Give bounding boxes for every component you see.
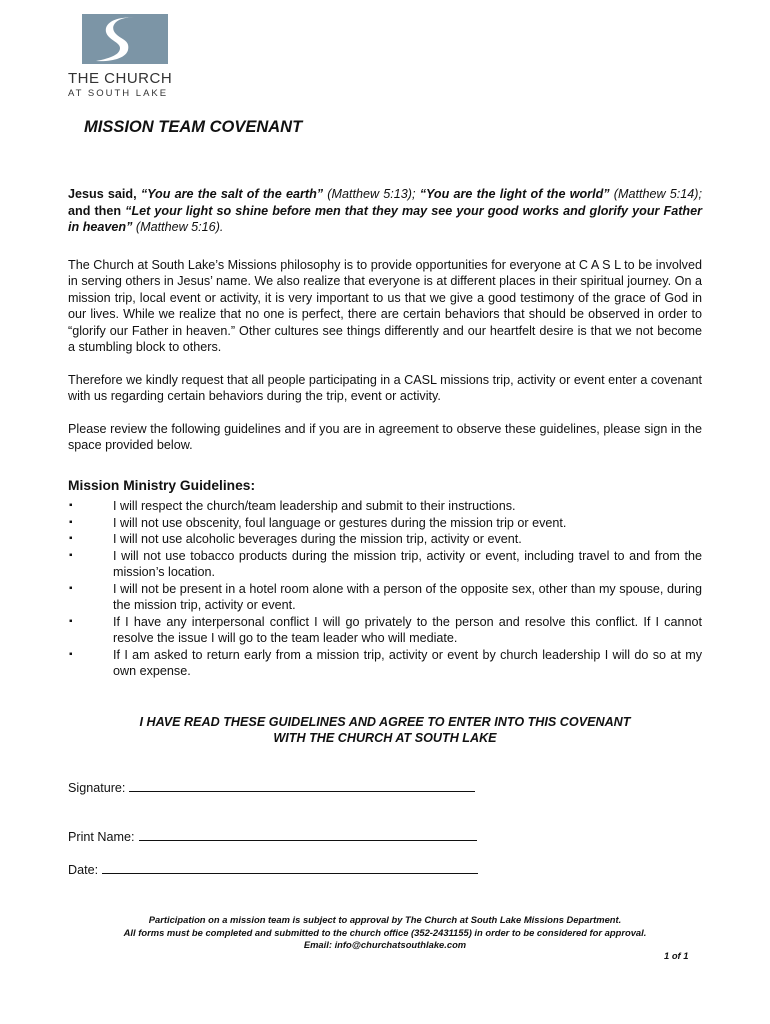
signature-label: Signature: — [68, 781, 126, 795]
guideline-text: If I have any interpersonal conflict I will go privately to the person and resolve this conflict. If I cannot resolve the issue I will go to the team leader who will mediate. — [113, 614, 702, 645]
bullet-icon: ▪ — [69, 533, 73, 544]
list-item — [68, 548, 702, 581]
scripture-reference: (Matthew 5:14); — [609, 187, 702, 201]
print-name-label: Print Name: — [68, 830, 135, 844]
date-field[interactable] — [68, 861, 478, 877]
bullet-icon: ▪ — [69, 582, 73, 594]
guideline-text: I will not be present in a hotel room alone with a person of the opposite sex, other than my spouse, during the mission trip, activity or event. — [113, 581, 702, 612]
list-item — [68, 515, 702, 532]
request-paragraph: Therefore we kindly request that all people participating in a CASL missions trip, activity or event enter a covenant with us regarding certain behaviors during the trip, event or activity. — [68, 372, 702, 403]
agreement-statement — [68, 714, 702, 746]
logo-church-subtitle: AT SOUTH LAKE — [68, 88, 169, 99]
logo-church-name: THE CHURCH — [68, 70, 173, 87]
list-item — [68, 647, 702, 680]
document-body — [68, 186, 702, 680]
logo-s-mark-icon — [82, 14, 168, 64]
scripture-quote: “Let your light so shine before men that they may see your good works and glorify your Father in heaven” — [68, 203, 702, 234]
guideline-text: I will not use obscenity, foul language or gestures during the mission trip or event. — [113, 515, 567, 530]
list-item — [68, 531, 702, 548]
church-logo — [82, 14, 168, 64]
guideline-text: I will respect the church/team leadership and submit to their instructions. — [113, 499, 516, 513]
agreement-line: WITH THE CHURCH AT SOUTH LAKE — [273, 731, 497, 745]
scripture-reference: (Matthew 5:13); — [323, 187, 420, 201]
scripture-reference: (Matthew 5:16). — [132, 220, 224, 234]
document-title: MISSION TEAM COVENANT — [84, 118, 303, 136]
scripture-quote: “You are the salt of the earth” — [140, 187, 324, 201]
page-number: 1 of 1 — [664, 950, 689, 961]
intro-text: Jesus said, — [68, 187, 141, 201]
footer-line: Participation on a mission team is subject to approval by The Church at South Lake Missions Department. — [148, 914, 622, 925]
print-name-field[interactable] — [68, 828, 477, 844]
scripture-quote: “You are the light of the world” — [419, 187, 610, 201]
footer-note — [68, 914, 702, 952]
review-paragraph: Please review the following guidelines and if you are in agreement to observe these guidelines, please sign in the space provided below. — [68, 421, 702, 452]
agreement-line: I HAVE READ THESE GUIDELINES AND AGREE TO ENTER INTO THIS COVENANT — [139, 715, 631, 729]
bullet-icon: ▪ — [69, 500, 73, 511]
guideline-text: I will not use tobacco products during the mission trip, activity or event, including travel to and from the mission’s location. — [113, 548, 702, 579]
date-line[interactable] — [102, 861, 478, 874]
philosophy-paragraph: The Church at South Lake’s Missions philosophy is to provide opportunities for everyone at C A S L to be involved in serving others in Jesus’ name. We also realize that everyone is at different places in their spiritual journey. On a mission trip, local event or activity, it is very important to us that we give a good testimony of the grace of God in our lives. While we realize that no one is perfect, there are certain behaviors that should be observed in order to “glorify our Father in heaven.” Other cultures see things differently and our heartfelt desire is that we not become a stumbling block to others. — [68, 257, 702, 354]
bullet-icon: ▪ — [69, 549, 73, 561]
scripture-intro — [68, 186, 702, 236]
guideline-text: I will not use alcoholic beverages during the mission trip, activity or event. — [113, 532, 522, 546]
guidelines-heading: Mission Ministry Guidelines: — [68, 477, 256, 493]
intro-text: and then — [68, 203, 126, 218]
guidelines-list — [68, 498, 702, 680]
signature-line[interactable] — [129, 779, 475, 792]
guideline-text: If I am asked to return early from a mission trip, activity or event by church leadership I will do so at my own expense. — [113, 647, 702, 678]
bullet-icon: ▪ — [69, 648, 73, 660]
list-item — [68, 581, 702, 614]
bullet-icon: ▪ — [69, 516, 73, 528]
footer-line: All forms must be completed and submitted to the church office (352-2431155) in order to be considered for approval. — [123, 926, 647, 938]
footer-email: Email: info@churchatsouthlake.com — [303, 939, 467, 950]
signature-field[interactable] — [68, 779, 475, 795]
bullet-icon: ▪ — [69, 615, 73, 627]
date-label: Date: — [68, 863, 99, 877]
list-item — [68, 498, 702, 515]
list-item — [68, 614, 702, 647]
print-name-line[interactable] — [139, 828, 477, 841]
